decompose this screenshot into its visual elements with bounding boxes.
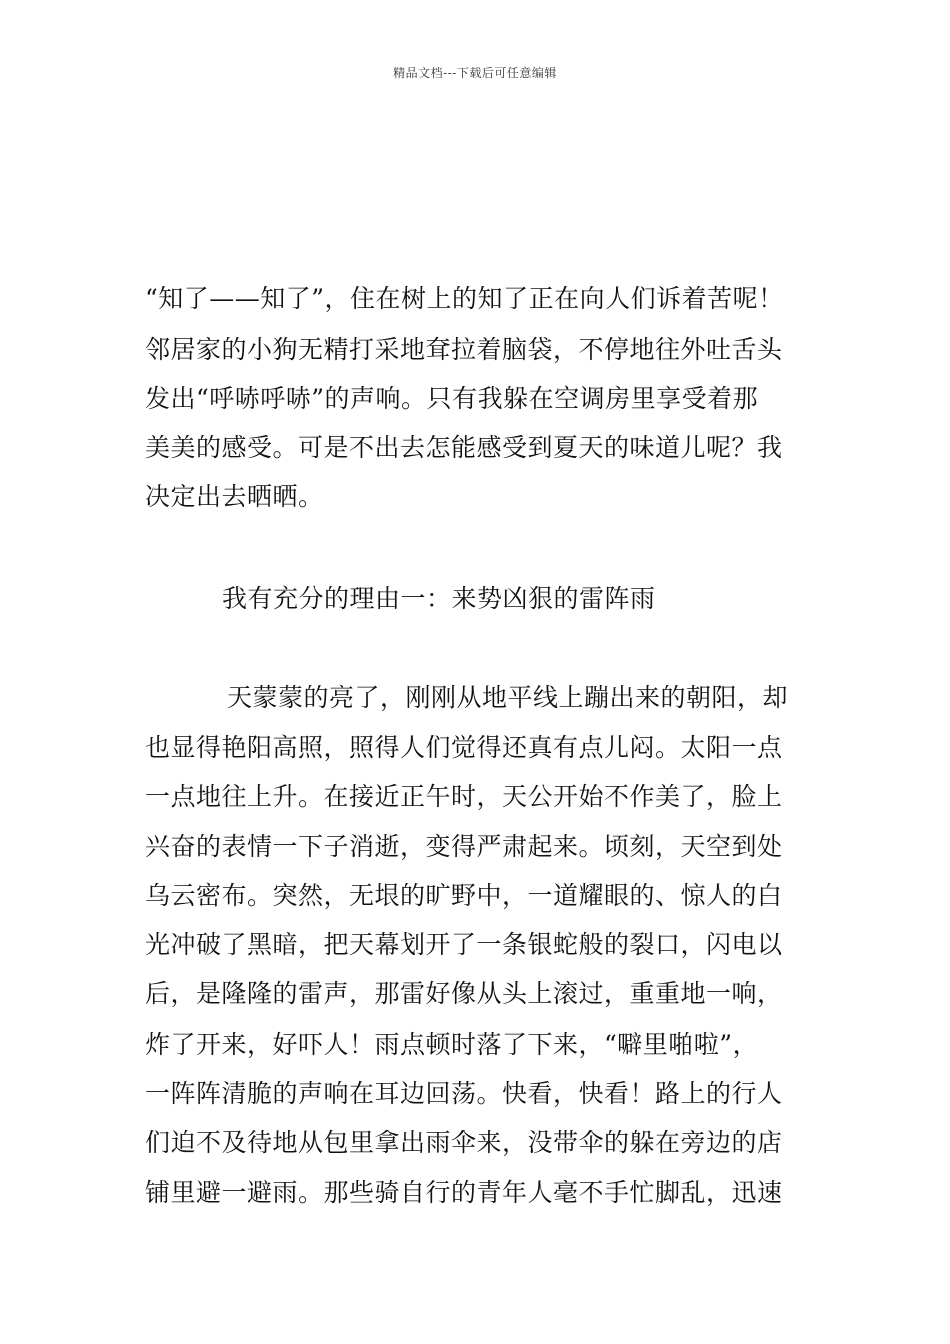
section-heading: 我有充分的理由一：来势凶狠的雷阵雨 <box>222 584 656 613</box>
paragraph-line: 一阵阵清脆的声响在耳边回荡。快看，快看！路上的行人 <box>145 1079 783 1108</box>
paragraph-line: 乌云密布。突然，无垠的旷野中，一道耀眼的、惊人的白 <box>145 881 783 910</box>
paragraph-line: 铺里避一避雨。那些骑自行的青年人毫不手忙脚乱，迅速 <box>145 1178 783 1207</box>
paragraph-line: 后，是隆隆的雷声，那雷好像从头上滚过，重重地一响， <box>145 979 783 1008</box>
page-header: 精品文档---下载后可任意编辑 <box>393 66 557 80</box>
paragraph-line: 决定出去晒晒。 <box>145 482 324 511</box>
paragraph-line: 发出“呼哧呼哧”的声响。只有我躲在空调房里享受着那 <box>145 384 759 413</box>
paragraph-line: 也显得艳阳高照，照得人们觉得还真有点儿闷。太阳一点 <box>145 733 783 762</box>
paragraph-line: 美美的感受。可是不出去怎能感受到夏天的味道儿呢？我 <box>145 433 783 462</box>
paragraph-line: 兴奋的表情一下子消逝，变得严肃起来。顷刻，天空到处 <box>145 832 783 861</box>
paragraph-line: 光冲破了黑暗，把天幕划开了一条银蛇般的裂口，闪电以 <box>145 930 783 959</box>
paragraph-line: “知了——知了”，住在树上的知了正在向人们诉着苦呢！ <box>145 284 784 313</box>
paragraph-line: 天蒙蒙的亮了，刚刚从地平线上蹦出来的朝阳，却 <box>227 683 789 712</box>
paragraph-line: 们迫不及待地从包里拿出雨伞来，没带伞的躲在旁边的店 <box>145 1128 783 1157</box>
paragraph-line: 一点地往上升。在接近正午时，天公开始不作美了，脸上 <box>145 782 783 811</box>
paragraph-line: 邻居家的小狗无精打采地耷拉着脑袋，不停地往外吐舌头 <box>145 335 783 364</box>
paragraph-line: 炸了开来，好吓人！雨点顿时落了下来，“噼里啪啦”， <box>145 1030 759 1059</box>
